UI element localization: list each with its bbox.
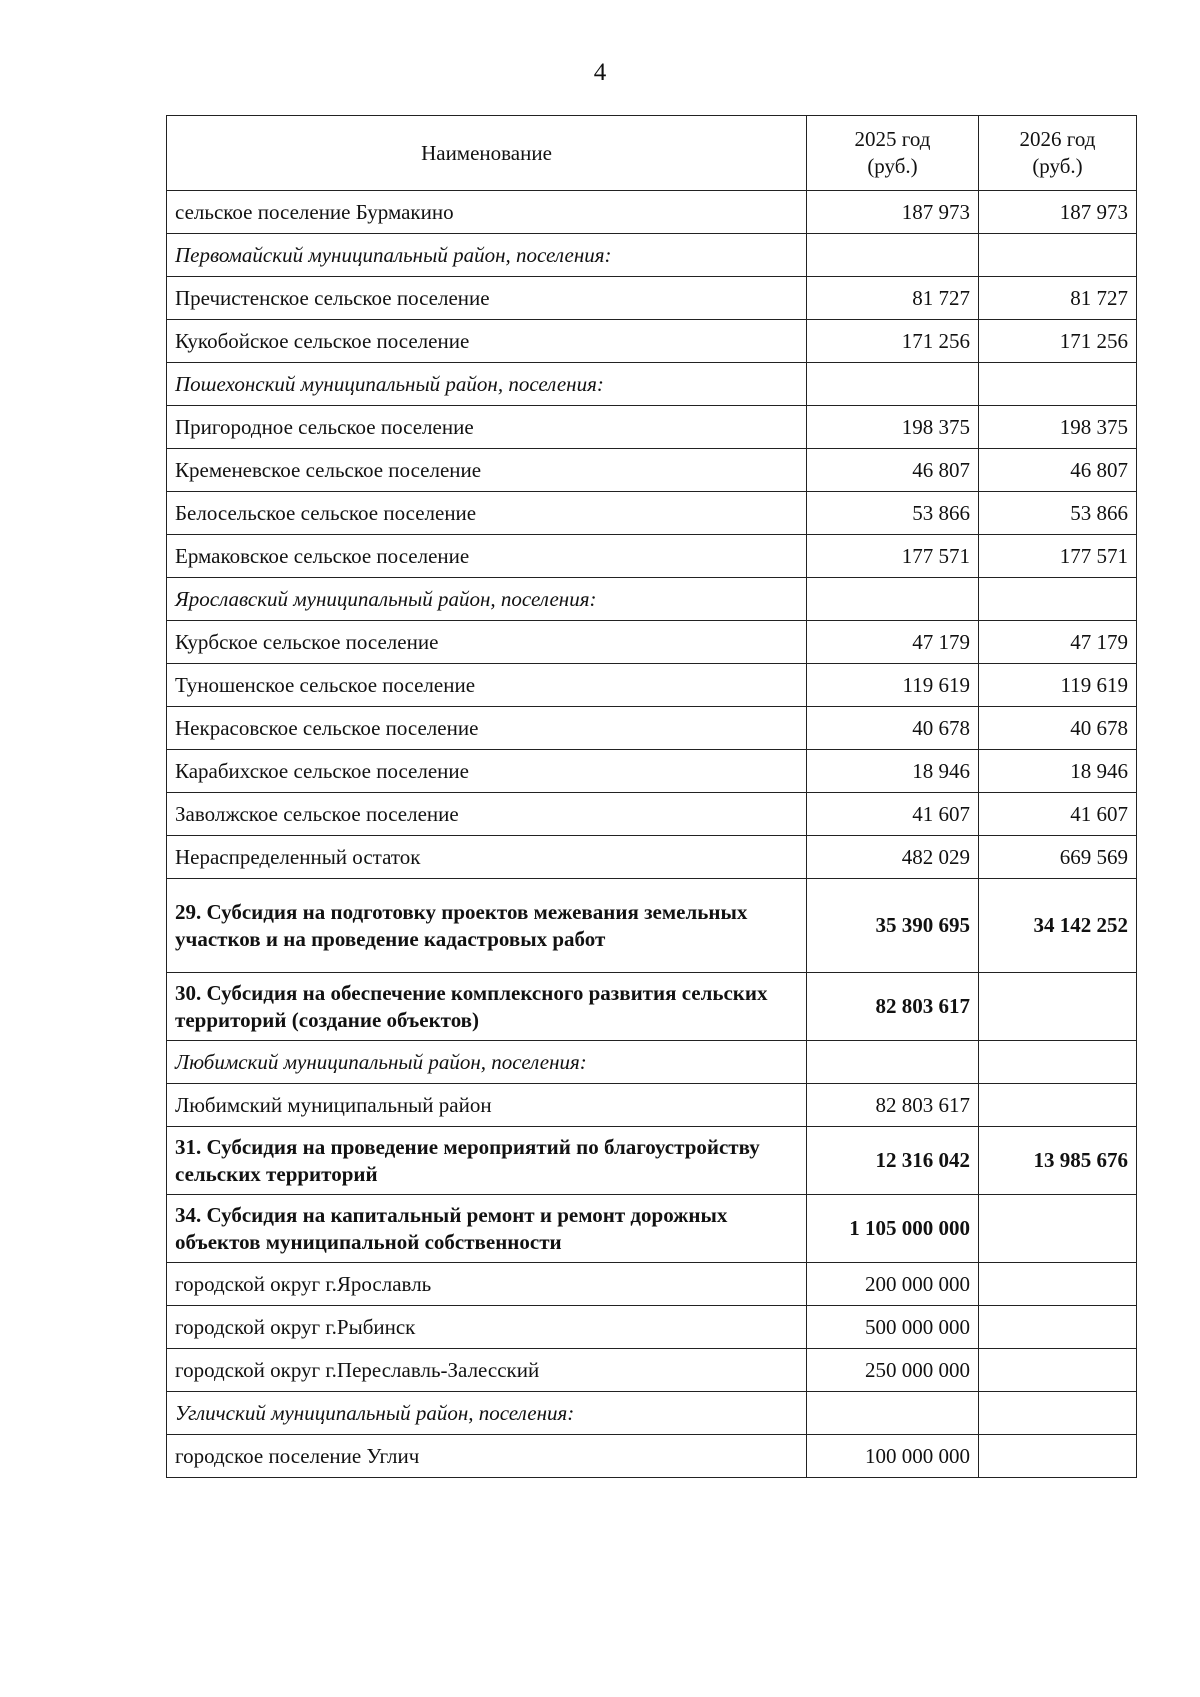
header-2025 — [807, 116, 979, 191]
table-body — [167, 191, 1137, 1478]
cell-name: Кукобойское сельское поселение — [167, 320, 807, 363]
cell-name: Ярославский муниципальный район, поселения: — [167, 578, 807, 621]
cell-2025: 81 727 — [807, 277, 979, 320]
table-row — [167, 707, 1137, 750]
cell-name: 29. Субсидия на подготовку проектов межевания земельных участков и на проведение кадастровых работ — [167, 879, 807, 973]
cell-2026 — [979, 973, 1137, 1041]
cell-name: Пригородное сельское поселение — [167, 406, 807, 449]
cell-2025: 40 678 — [807, 707, 979, 750]
cell-2026: 46 807 — [979, 449, 1137, 492]
cell-name: 31. Субсидия на проведение мероприятий по благоустройству сельских территорий — [167, 1127, 807, 1195]
cell-2026 — [979, 234, 1137, 277]
budget-table — [166, 115, 1137, 1478]
header-name: Наименование — [167, 116, 807, 191]
cell-2026 — [979, 1263, 1137, 1306]
cell-2026 — [979, 1392, 1137, 1435]
cell-name: городской округ г.Рыбинск — [167, 1306, 807, 1349]
cell-2025: 53 866 — [807, 492, 979, 535]
cell-2026 — [979, 1435, 1137, 1478]
table-row — [167, 535, 1137, 578]
cell-2025: 35 390 695 — [807, 879, 979, 973]
cell-name: сельское поселение Бурмакино — [167, 191, 807, 234]
cell-name: Любимский муниципальный район — [167, 1084, 807, 1127]
cell-2026: 187 973 — [979, 191, 1137, 234]
cell-name: Нераспределенный остаток — [167, 836, 807, 879]
group-row — [167, 363, 1137, 406]
cell-name: городской округ г.Ярославль — [167, 1263, 807, 1306]
table-row — [167, 793, 1137, 836]
cell-2025: 171 256 — [807, 320, 979, 363]
cell-2025: 18 946 — [807, 750, 979, 793]
cell-name: Пошехонский муниципальный район, поселения: — [167, 363, 807, 406]
cell-name: Карабихское сельское поселение — [167, 750, 807, 793]
cell-name: Заволжское сельское поселение — [167, 793, 807, 836]
cell-2026: 669 569 — [979, 836, 1137, 879]
cell-name: Курбское сельское поселение — [167, 621, 807, 664]
cell-2026: 53 866 — [979, 492, 1137, 535]
section-row — [167, 879, 1137, 973]
cell-2025: 1 105 000 000 — [807, 1195, 979, 1263]
group-row — [167, 234, 1137, 277]
header-2025-year: 2025 год — [854, 127, 931, 151]
cell-name: 34. Субсидия на капитальный ремонт и ремонт дорожных объектов муниципальной собственности — [167, 1195, 807, 1263]
cell-2025 — [807, 1041, 979, 1084]
cell-name: Любимский муниципальный район, поселения: — [167, 1041, 807, 1084]
cell-2025: 198 375 — [807, 406, 979, 449]
cell-2025: 82 803 617 — [807, 1084, 979, 1127]
cell-2025 — [807, 234, 979, 277]
cell-2025: 200 000 000 — [807, 1263, 979, 1306]
header-2026-year: 2026 год — [1019, 127, 1096, 151]
cell-2026: 41 607 — [979, 793, 1137, 836]
cell-2025 — [807, 578, 979, 621]
table-row — [167, 277, 1137, 320]
section-row — [167, 973, 1137, 1041]
cell-2025 — [807, 363, 979, 406]
cell-2026: 119 619 — [979, 664, 1137, 707]
cell-2025: 82 803 617 — [807, 973, 979, 1041]
cell-2025: 119 619 — [807, 664, 979, 707]
cell-name: Ермаковское сельское поселение — [167, 535, 807, 578]
cell-2026: 13 985 676 — [979, 1127, 1137, 1195]
cell-2026: 40 678 — [979, 707, 1137, 750]
table-row — [167, 621, 1137, 664]
table-row — [167, 320, 1137, 363]
cell-2026 — [979, 1349, 1137, 1392]
group-row — [167, 578, 1137, 621]
cell-name: 30. Субсидия на обеспечение комплексного развития сельских территорий (создание объектов) — [167, 973, 807, 1041]
cell-2026 — [979, 1041, 1137, 1084]
section-row — [167, 1127, 1137, 1195]
table-row — [167, 406, 1137, 449]
cell-2025: 47 179 — [807, 621, 979, 664]
table-row — [167, 1349, 1137, 1392]
cell-2026: 171 256 — [979, 320, 1137, 363]
group-row — [167, 1392, 1137, 1435]
table-row — [167, 191, 1137, 234]
page-number: 4 — [593, 59, 607, 86]
cell-2026: 177 571 — [979, 535, 1137, 578]
cell-2025: 250 000 000 — [807, 1349, 979, 1392]
cell-2025: 100 000 000 — [807, 1435, 979, 1478]
cell-2026: 18 946 — [979, 750, 1137, 793]
cell-2025: 187 973 — [807, 191, 979, 234]
cell-2025 — [807, 1392, 979, 1435]
section-row — [167, 1195, 1137, 1263]
cell-name: Угличский муниципальный район, поселения: — [167, 1392, 807, 1435]
cell-2025: 46 807 — [807, 449, 979, 492]
table-row — [167, 836, 1137, 879]
header-2025-unit: (руб.) — [867, 154, 918, 178]
cell-2026 — [979, 1195, 1137, 1263]
cell-2026 — [979, 1084, 1137, 1127]
cell-2025: 177 571 — [807, 535, 979, 578]
table-row — [167, 664, 1137, 707]
cell-2026: 34 142 252 — [979, 879, 1137, 973]
cell-name: Белосельское сельское поселение — [167, 492, 807, 535]
cell-name: Первомайский муниципальный район, поселения: — [167, 234, 807, 277]
table-row — [167, 449, 1137, 492]
cell-name: Пречистенское сельское поселение — [167, 277, 807, 320]
cell-2026 — [979, 1306, 1137, 1349]
table-row — [167, 1263, 1137, 1306]
header-2026-unit: (руб.) — [1032, 154, 1083, 178]
table-row — [167, 492, 1137, 535]
table-row — [167, 1306, 1137, 1349]
cell-2026: 198 375 — [979, 406, 1137, 449]
group-row — [167, 1041, 1137, 1084]
cell-2025: 41 607 — [807, 793, 979, 836]
cell-2025: 500 000 000 — [807, 1306, 979, 1349]
cell-2025: 12 316 042 — [807, 1127, 979, 1195]
table-row — [167, 1435, 1137, 1478]
cell-2026 — [979, 363, 1137, 406]
cell-name: Некрасовское сельское поселение — [167, 707, 807, 750]
cell-name: городское поселение Углич — [167, 1435, 807, 1478]
table-header-row — [167, 116, 1137, 191]
table-row — [167, 1084, 1137, 1127]
cell-2026: 81 727 — [979, 277, 1137, 320]
cell-name: городской округ г.Переславль-Залесский — [167, 1349, 807, 1392]
cell-name: Туношенское сельское поселение — [167, 664, 807, 707]
cell-2025: 482 029 — [807, 836, 979, 879]
cell-2026 — [979, 578, 1137, 621]
header-2026 — [979, 116, 1137, 191]
cell-name: Кременевское сельское поселение — [167, 449, 807, 492]
cell-2026: 47 179 — [979, 621, 1137, 664]
table-row — [167, 750, 1137, 793]
